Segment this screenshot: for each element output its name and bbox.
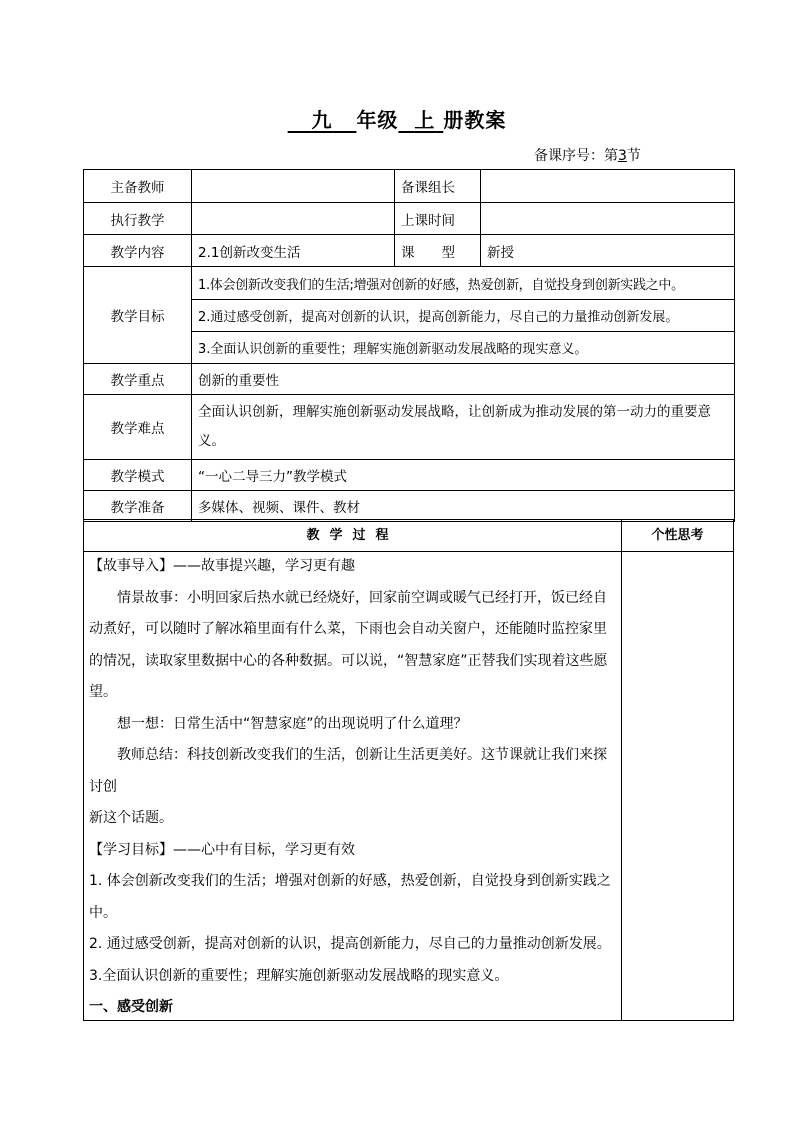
row-content [84,235,735,267]
group-leader-value [481,170,735,203]
lesson-sequence: 备课序号：第3节 [534,148,641,164]
exec-label: 执行教学 [84,203,192,235]
goal-item: 1.体会创新改变我们的生活;增强对创新的好感，热爱创新，自觉投身到创新实践之中。 [192,267,735,300]
teacher-label: 主备教师 [84,170,192,203]
process-content [89,551,619,1024]
grade-blank: 九 [311,108,333,132]
think-question: 想一想：日常生活中“智慧家庭”的出现说明了什么道理？ [117,715,468,732]
lesson-info-table [83,169,735,522]
group-leader-label: 备课组长 [395,170,481,203]
sequence-number: 3 [618,148,627,164]
lesson-type-value: 新授 [481,235,735,267]
row-preparation [84,491,735,522]
exec-value [192,203,395,235]
lesson-type-label: 课 型 [395,235,481,267]
process-header: 教学过程 [84,520,622,551]
personal-thoughts-header: 个性思考 [651,528,704,543]
preparation-value: 多媒体、视频、课件、教材 [192,491,735,522]
preparation-label: 教学准备 [84,491,192,522]
process-header-row [84,520,733,552]
learning-goal-item: 1. 体会创新改变我们的生活；增强对创新的好感，热爱创新，自觉投身到创新实践之中。 [89,873,611,921]
row-difficulty [84,395,735,460]
grade-suffix: 年级 [356,108,399,132]
section-learning-goals: 【学习目标】——心中有目标，学习更有效 [89,841,355,858]
learning-goal-item: 2. 通过感受创新，提高对创新的认识，提高创新能力，尽自己的力量推动创新发展。 [89,936,611,952]
document-title [0,104,794,133]
section-story-intro: 【故事导入】——故事提兴趣，学习更有趣 [89,558,355,574]
teacher-summary: 教师总结：科技创新改变我们的生活，创新让生活更美好。这节课就让我们来探讨创 [89,747,607,795]
teacher-summary-cont: 新这个话题。 [89,810,173,826]
row-goal-1 [84,267,735,300]
row-teacher [84,170,735,203]
row-exec [84,203,735,235]
goal-item: 2.通过感受创新，提高对创新的认识，提高创新能力，尽自己的力量推动创新发展。 [192,300,735,332]
content-label: 教学内容 [84,235,192,267]
key-point-value: 创新的重要性 [192,364,735,395]
class-time-value [481,203,735,235]
content-value: 2.1创新改变生活 [192,235,395,267]
column-divider [621,551,622,1020]
section-heading: 一、感受创新 [89,999,173,1015]
row-key-point [84,364,735,395]
teacher-value [192,170,395,203]
learning-goal-item: 3.全面认识创新的重要性；理解实施创新驱动发展战略的现实意义。 [89,967,509,984]
class-time-label: 上课时间 [395,203,481,235]
teaching-process-table [83,519,734,1021]
difficulty-label: 教学难点 [84,395,192,460]
key-point-label: 教学重点 [84,364,192,395]
story-paragraph: 情景故事：小明回家后热水就已经烧好，回家前空调或暖气已经打开，饭已经自动煮好，可以随时了解冰箱里面有什么菜，下雨也会自动关窗户，还能随时监控家里的情况，读取家里数据中心的各种数据。可以说，“智慧家庭”正替我们实现着这些愿望。 [89,589,608,700]
difficulty-value: 全面认识创新，理解实施创新驱动发展战略，让创新成为推动发展的第一动力的重要意义。 [192,395,735,460]
volume-blank: 上 [414,108,436,132]
goals-label: 教学目标 [84,267,192,364]
title-suffix: 册教案 [443,108,507,132]
row-mode [84,460,735,491]
mode-value: “一心二导三力”教学模式 [192,460,735,491]
mode-label: 教学模式 [84,460,192,491]
goal-item: 3.全面认识创新的重要性；理解实施创新驱动发展战略的现实意义。 [192,332,735,364]
